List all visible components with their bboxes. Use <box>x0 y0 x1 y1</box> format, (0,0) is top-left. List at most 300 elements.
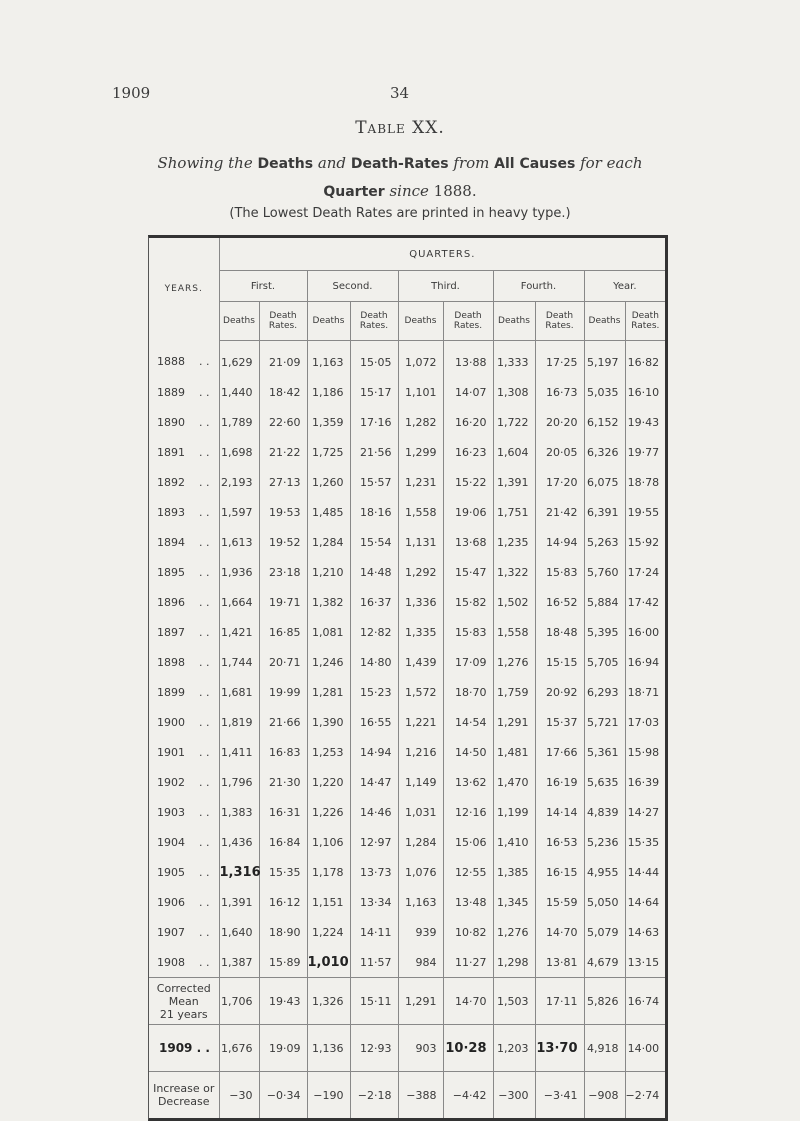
table-cell: 16·20 <box>443 407 493 437</box>
quarter-name: Third. <box>398 271 493 302</box>
year-value: 1889 <box>157 385 185 399</box>
death-rates-table <box>148 235 668 1121</box>
table-cell: 1,382 <box>307 587 350 617</box>
mean-label-line: Mean <box>168 994 199 1008</box>
table-cell: 1,936 <box>219 557 259 587</box>
leader-dots: . . <box>199 715 210 729</box>
table-cell: 1,681 <box>219 677 259 707</box>
table-row <box>149 677 665 707</box>
table-row <box>149 797 665 827</box>
year-cell <box>149 647 219 677</box>
year-value: 1897 <box>157 625 185 639</box>
rate-label-line: Rates. <box>453 321 483 331</box>
table-cell: 939 <box>398 917 443 947</box>
table-cell: 18·48 <box>535 617 584 647</box>
leader-dots: . . <box>199 445 210 459</box>
page-number: 34 <box>390 84 410 102</box>
table-cell: 18·70 <box>443 677 493 707</box>
table-cell: 14·48 <box>350 557 398 587</box>
year-value: 1890 <box>157 415 185 429</box>
table-cell: 1,411 <box>219 737 259 767</box>
quarters-header: QUARTERS. <box>219 238 665 271</box>
mean-label <box>149 978 219 1025</box>
table-cell: 15·17 <box>350 377 398 407</box>
table-cell: 20·71 <box>259 647 307 677</box>
table-cell: 1,558 <box>493 617 535 647</box>
table-note: (The Lowest Death Rates are printed in heavy type.) <box>229 206 571 221</box>
leader-dots: . . <box>199 625 210 639</box>
table-cell: 1,359 <box>307 407 350 437</box>
year-value: 1907 <box>157 925 185 939</box>
table-cell: 1,613 <box>219 527 259 557</box>
leader-dots: . . <box>199 895 210 909</box>
table-cell: 19·43 <box>259 978 307 1025</box>
year-value: 1905 <box>157 865 185 879</box>
rate-col-header <box>443 302 493 341</box>
table-cell: 14·94 <box>535 527 584 557</box>
deaths-col-header: Deaths <box>219 302 259 341</box>
table-cell: 10·28 <box>443 1025 493 1072</box>
year-cell <box>149 737 219 767</box>
year-value: 1898 <box>157 655 185 669</box>
year-value: 1888 <box>157 355 185 369</box>
leader-dots: . . <box>199 415 210 429</box>
table-cell: 1,076 <box>398 857 443 887</box>
table-cell: 1,391 <box>219 887 259 917</box>
table-cell: 16·73 <box>535 377 584 407</box>
rate-col-header <box>259 302 307 341</box>
table-cell: 1,819 <box>219 707 259 737</box>
table-cell: 19·52 <box>259 527 307 557</box>
table-cell: 1,698 <box>219 437 259 467</box>
table-cell: 4,955 <box>584 857 625 887</box>
table-cell: −2·74 <box>625 1072 665 1119</box>
table-cell: 19·43 <box>627 415 660 429</box>
table-row <box>149 647 665 677</box>
leader-dots: . . <box>199 865 210 879</box>
year-cell <box>149 797 219 827</box>
table-cell: 1,231 <box>398 467 443 497</box>
table-row <box>149 767 665 797</box>
table-cell: 1,253 <box>307 737 350 767</box>
table-cell: 1,558 <box>398 497 443 527</box>
table-cell: 5,635 <box>584 767 625 797</box>
year-value: 1896 <box>157 595 185 609</box>
table-cell: 5,361 <box>584 737 625 767</box>
table-cell: 21·30 <box>259 767 307 797</box>
table-cell: 15·92 <box>627 535 660 549</box>
table-cell: 15·82 <box>443 587 493 617</box>
table-cell: 1,759 <box>493 677 535 707</box>
table-cell: 5,263 <box>584 527 625 557</box>
table-cell: 1,383 <box>219 797 259 827</box>
table-cell: 1,246 <box>307 647 350 677</box>
table-cell: 16·37 <box>350 587 398 617</box>
table-cell: 1,640 <box>219 917 259 947</box>
table-cell: 1,751 <box>493 497 535 527</box>
year-cell <box>149 617 219 647</box>
table-cell: 15·89 <box>259 947 307 978</box>
year-cell <box>149 407 219 437</box>
table-cell: 14·70 <box>535 917 584 947</box>
table-cell: 1,226 <box>307 797 350 827</box>
table-cell: 17·09 <box>443 647 493 677</box>
table-cell: 1,163 <box>398 887 443 917</box>
table-row <box>149 497 665 527</box>
table-cell: 1,220 <box>307 767 350 797</box>
year-value: 1904 <box>157 835 185 849</box>
table-cell: 1,725 <box>307 437 350 467</box>
table-cell: −300 <box>493 1072 535 1119</box>
table-cell: 15·57 <box>350 467 398 497</box>
table-cell: 5,236 <box>584 827 625 857</box>
table-cell: 1,481 <box>493 737 535 767</box>
table-cell: 6,391 <box>584 497 625 527</box>
year-cell <box>149 887 219 917</box>
table-cell: 16·52 <box>535 587 584 617</box>
deaths-col-header: Deaths <box>398 302 443 341</box>
table-cell: 15·54 <box>350 527 398 557</box>
table-cell: −190 <box>307 1072 350 1119</box>
table-cell: 21·42 <box>535 497 584 527</box>
table-cell: 16·39 <box>627 775 660 789</box>
table-cell: 4,918 <box>584 1025 625 1072</box>
table-cell: 1,597 <box>219 497 259 527</box>
table-cell: 1,744 <box>219 647 259 677</box>
table-cell: −0·34 <box>259 1072 307 1119</box>
table-cell: 19·09 <box>259 1025 307 1072</box>
rate-label-line: Death <box>360 311 388 321</box>
table-cell: 1,186 <box>307 377 350 407</box>
table-cell: −30 <box>219 1072 259 1119</box>
table-row <box>149 527 665 557</box>
table-cell: 13·34 <box>350 887 398 917</box>
table-cell: 18·16 <box>350 497 398 527</box>
table-cell: 12·93 <box>350 1025 398 1072</box>
table-cell: 1,291 <box>398 978 443 1025</box>
table-cell: 1,436 <box>219 827 259 857</box>
table-cell: 5,395 <box>584 617 625 647</box>
table-cell: 15·06 <box>443 827 493 857</box>
table-cell: 16·83 <box>259 737 307 767</box>
table-cell: 15·15 <box>535 647 584 677</box>
table-cell: 1,676 <box>219 1025 259 1072</box>
mean-label-line: 21 years <box>159 1007 208 1021</box>
summary-row <box>149 1025 665 1072</box>
table-cell: 1,282 <box>398 407 443 437</box>
table-cell: 14·94 <box>350 737 398 767</box>
table-cell: 14·64 <box>627 895 660 909</box>
current-year-label <box>149 1025 219 1072</box>
table-cell: 1,235 <box>493 527 535 557</box>
change-label <box>149 1072 219 1119</box>
table-cell: 1,604 <box>493 437 535 467</box>
leader-dots: . . <box>199 775 210 789</box>
table-cell: 14·11 <box>350 917 398 947</box>
table-row <box>149 827 665 857</box>
table-cell: 19·99 <box>259 677 307 707</box>
table-row <box>149 917 665 947</box>
table-cell: 19·77 <box>627 445 660 459</box>
years-header: YEARS. <box>149 238 219 341</box>
table-subtitle <box>120 150 680 206</box>
table-cell: 1,299 <box>398 437 443 467</box>
rate-label-line: Rates. <box>359 321 389 331</box>
table-cell: 16·55 <box>350 707 398 737</box>
quarter-name: First. <box>219 271 307 302</box>
table-cell: 6,326 <box>584 437 625 467</box>
table-cell: 14·63 <box>627 925 660 939</box>
table-cell: 14·50 <box>443 737 493 767</box>
change-label-line: Increase or <box>153 1082 215 1095</box>
table-cell: 10·82 <box>443 917 493 947</box>
table-cell: 1,410 <box>493 827 535 857</box>
table-cell: 21·66 <box>259 707 307 737</box>
table-cell: 16·74 <box>625 978 665 1025</box>
table-row <box>149 377 665 407</box>
table-cell: 1,439 <box>398 647 443 677</box>
leader-dots: . . <box>199 505 210 519</box>
year-value: 1893 <box>157 505 185 519</box>
table-cell: 1,722 <box>493 407 535 437</box>
table-cell: 27·13 <box>259 467 307 497</box>
table-cell: 13·88 <box>443 341 493 378</box>
table-cell: 16·31 <box>259 797 307 827</box>
table-row <box>149 341 665 378</box>
subtitle-quarter: Quarter <box>323 184 385 200</box>
table-cell: 15·23 <box>350 677 398 707</box>
table-cell: 1,072 <box>398 341 443 378</box>
table-cell: 1,281 <box>307 677 350 707</box>
table-cell: 1,796 <box>219 767 259 797</box>
table-cell: 14·44 <box>627 865 660 879</box>
table-cell: 1,031 <box>398 797 443 827</box>
table-cell: 20·92 <box>535 677 584 707</box>
year-value: 1900 <box>157 715 185 729</box>
table-cell: 5,705 <box>584 647 625 677</box>
table-cell: 23·18 <box>259 557 307 587</box>
year-cell <box>149 587 219 617</box>
table-cell: 18·42 <box>259 377 307 407</box>
summary-row <box>149 1072 665 1119</box>
table-cell: 1,336 <box>398 587 443 617</box>
table-cell: 1,470 <box>493 767 535 797</box>
table-cell: 1,081 <box>307 617 350 647</box>
year-cell <box>149 707 219 737</box>
table-cell: 12·82 <box>350 617 398 647</box>
table-cell: 16·12 <box>259 887 307 917</box>
table-cell: 14·47 <box>350 767 398 797</box>
year-cell <box>149 947 219 978</box>
year-cell <box>149 527 219 557</box>
table-cell: 12·16 <box>443 797 493 827</box>
subtitle-text: Showing the <box>157 154 253 172</box>
table-cell: 19·06 <box>443 497 493 527</box>
year-cell <box>149 857 219 887</box>
table-cell: 21·09 <box>259 341 307 378</box>
table-cell: 14·54 <box>443 707 493 737</box>
table-cell: 1,216 <box>398 737 443 767</box>
table-row <box>149 617 665 647</box>
table-cell: 1,503 <box>493 978 535 1025</box>
table-cell: 11·57 <box>350 947 398 978</box>
table-cell: 1,163 <box>307 341 350 378</box>
table-cell: −908 <box>584 1072 625 1119</box>
table-cell: 1,385 <box>493 857 535 887</box>
table-cell: 18·78 <box>627 475 660 489</box>
table-cell: 13·73 <box>350 857 398 887</box>
leader-dots: . . <box>199 385 210 399</box>
change-label-line: Decrease <box>157 1095 210 1108</box>
year-value: 1901 <box>157 745 185 759</box>
table-cell: −4·42 <box>443 1072 493 1119</box>
table-cell: 21·22 <box>259 437 307 467</box>
table-cell: 1,284 <box>307 527 350 557</box>
year-value: 1903 <box>157 805 185 819</box>
table-cell: 1,316 <box>219 857 259 887</box>
table-cell: 14·70 <box>443 978 493 1025</box>
table-cell: 17·03 <box>627 715 660 729</box>
table-row <box>149 887 665 917</box>
table-cell: 19·71 <box>259 587 307 617</box>
table-cell: 20·05 <box>535 437 584 467</box>
table-cell: 16·15 <box>535 857 584 887</box>
table-cell: 1,390 <box>307 707 350 737</box>
table-cell: 5,079 <box>584 917 625 947</box>
table-cell: 11·27 <box>443 947 493 978</box>
table-cell: 6,075 <box>584 467 625 497</box>
table-cell: 1,345 <box>493 887 535 917</box>
table-cell: 5,760 <box>584 557 625 587</box>
year-value: 1908 <box>157 955 185 969</box>
table-cell: 1,572 <box>398 677 443 707</box>
quarter-name: Fourth. <box>493 271 584 302</box>
year-cell <box>149 767 219 797</box>
table-cell: 15·35 <box>627 835 660 849</box>
table-cell: 16·00 <box>627 625 660 639</box>
deaths-col-header: Deaths <box>493 302 535 341</box>
table-cell: 15·37 <box>535 707 584 737</box>
table-cell: 1,335 <box>398 617 443 647</box>
table-cell: 14·80 <box>350 647 398 677</box>
table-cell: 1,322 <box>493 557 535 587</box>
subtitle-text: since <box>389 182 429 200</box>
table-cell: 4,839 <box>584 797 625 827</box>
table-cell: 15·22 <box>443 467 493 497</box>
table-cell: 1,502 <box>493 587 535 617</box>
table-cell: 1,706 <box>219 978 259 1025</box>
table-cell: 1,136 <box>307 1025 350 1072</box>
table-cell: 17·24 <box>627 565 660 579</box>
table-cell: 17·25 <box>535 341 584 378</box>
table-cell: 1,221 <box>398 707 443 737</box>
table-cell: 5,721 <box>584 707 625 737</box>
subtitle-year: 1888. <box>433 182 477 200</box>
subtitle-text: and <box>317 154 347 172</box>
table-row <box>149 947 665 978</box>
table-cell: −2·18 <box>350 1072 398 1119</box>
table-cell: 5,826 <box>584 978 625 1025</box>
table-row <box>149 407 665 437</box>
table-cell: 15·83 <box>443 617 493 647</box>
subtitle-text: from <box>453 154 490 172</box>
table-cell: 4,679 <box>584 947 625 978</box>
table-cell: 6,293 <box>584 677 625 707</box>
table-cell: 1,131 <box>398 527 443 557</box>
year-value: 1902 <box>157 775 185 789</box>
table-cell: 5,050 <box>584 887 625 917</box>
rate-col-header <box>350 302 398 341</box>
table-cell: 15·47 <box>443 557 493 587</box>
year-cell <box>149 917 219 947</box>
table-cell: 1,276 <box>493 647 535 677</box>
table-cell: 17·11 <box>535 978 584 1025</box>
table-cell: 16·19 <box>535 767 584 797</box>
table-cell: 1,106 <box>307 827 350 857</box>
table-cell: 14·27 <box>627 805 660 819</box>
table-cell: 1,326 <box>307 978 350 1025</box>
table-cell: 1,292 <box>398 557 443 587</box>
table-cell: 16·23 <box>443 437 493 467</box>
table-cell: 1,629 <box>219 341 259 378</box>
table-cell: 903 <box>398 1025 443 1072</box>
rate-col-header <box>625 302 665 341</box>
quarter-name: Year. <box>584 271 665 302</box>
year-cell <box>149 677 219 707</box>
leader-dots: . . <box>199 475 210 489</box>
rate-label-line: Death <box>269 311 297 321</box>
table-row <box>149 737 665 767</box>
table-cell: 1,291 <box>493 707 535 737</box>
leader-dots: . . <box>199 565 210 579</box>
subtitle-all-causes: All Causes <box>494 156 576 172</box>
table-cell: 18·71 <box>627 685 660 699</box>
table-cell: 13·68 <box>443 527 493 557</box>
table-cell: 12·97 <box>350 827 398 857</box>
table-cell: 17·16 <box>350 407 398 437</box>
year-value: 1906 <box>157 895 185 909</box>
year-value: 1894 <box>157 535 185 549</box>
table-cell: 5,884 <box>584 587 625 617</box>
table-cell: 1,149 <box>398 767 443 797</box>
table-cell: 1,298 <box>493 947 535 978</box>
report-year: 1909 <box>112 84 151 102</box>
table-cell: 6,152 <box>584 407 625 437</box>
table-cell: 16·82 <box>627 355 660 369</box>
table-row <box>149 557 665 587</box>
year-value: 1891 <box>157 445 185 459</box>
table-cell: 1,260 <box>307 467 350 497</box>
leader-dots: . . <box>199 355 210 369</box>
table-cell: 1,485 <box>307 497 350 527</box>
table-cell: 17·42 <box>627 595 660 609</box>
table-cell: 1,276 <box>493 917 535 947</box>
year-cell <box>149 341 219 378</box>
table-cell: 21·56 <box>350 437 398 467</box>
table-cell: 13·48 <box>443 887 493 917</box>
rate-label-line: Rates. <box>268 321 298 331</box>
year-value: 1895 <box>157 565 185 579</box>
table-cell: 1,308 <box>493 377 535 407</box>
table-row <box>149 467 665 497</box>
leader-dots: . . <box>199 535 210 549</box>
table-cell: 14·46 <box>350 797 398 827</box>
current-year-value: 1909 <box>159 1041 193 1055</box>
table-cell: 14·07 <box>443 377 493 407</box>
table-cell: 17·66 <box>535 737 584 767</box>
table-cell: 1,391 <box>493 467 535 497</box>
table-cell: 22·60 <box>259 407 307 437</box>
